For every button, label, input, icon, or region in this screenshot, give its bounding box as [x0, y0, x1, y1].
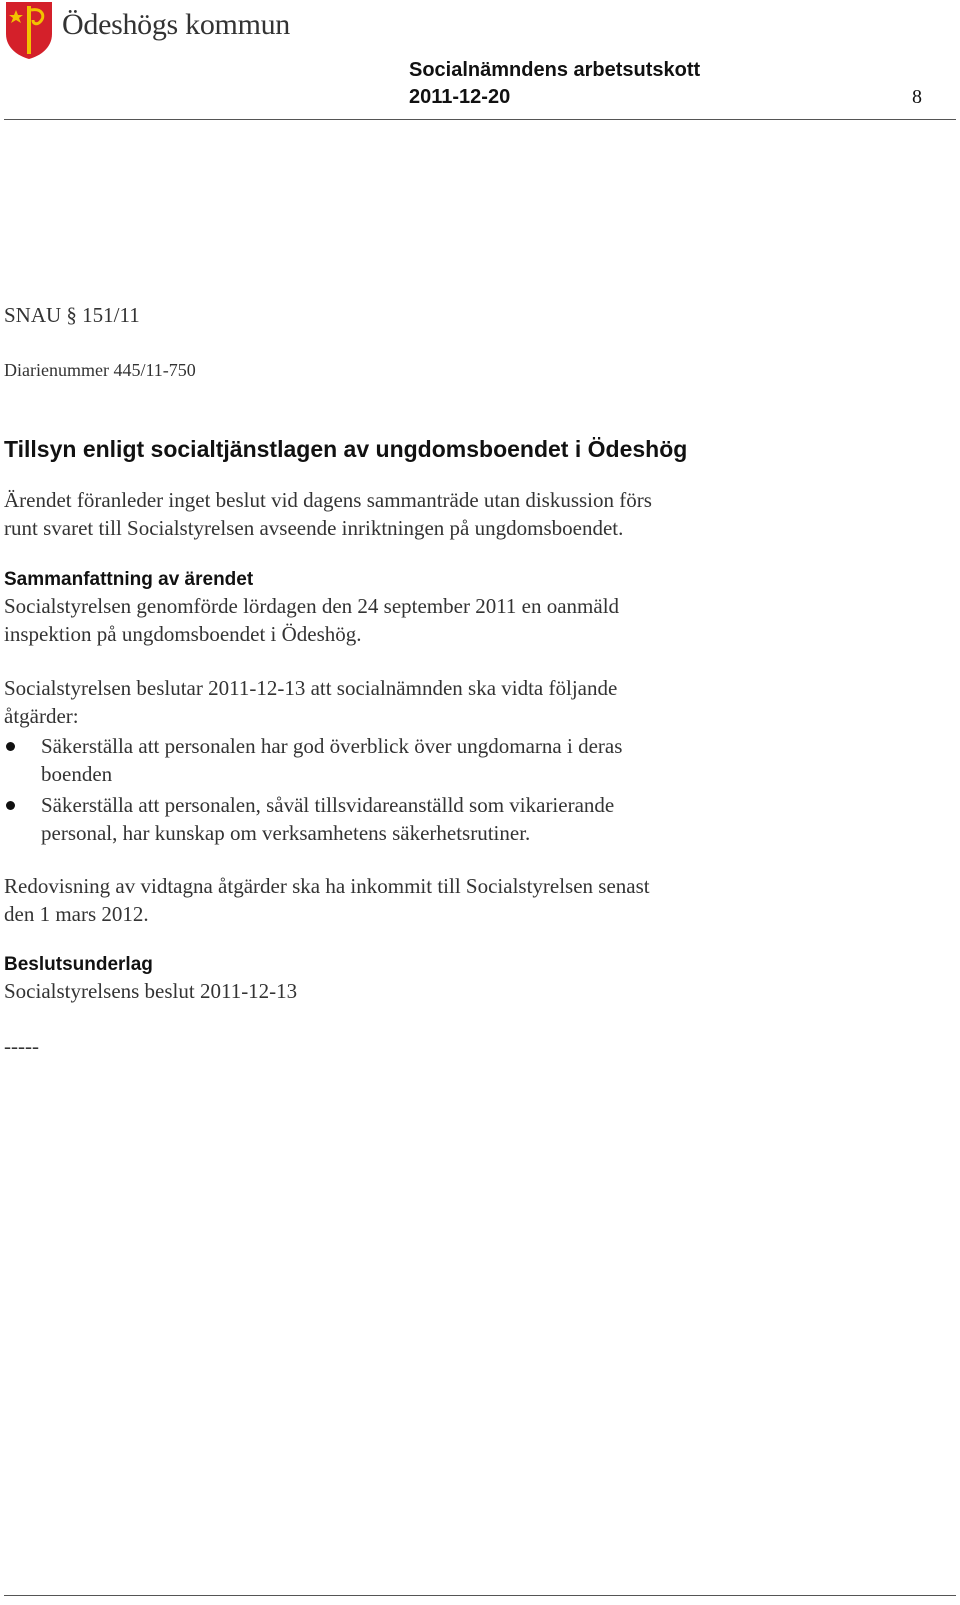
case-title: Tillsyn enligt socialtjänstlagen av ungdomsboendet i Ödeshög — [4, 436, 688, 462]
header-divider — [4, 119, 956, 120]
list-item-line: personal, har kunskap om verksamhetens säkerhetsrutiner. — [41, 821, 531, 845]
list-item — [4, 791, 764, 847]
diary-number: Diarienummer 445/11-750 — [4, 360, 196, 380]
summary-heading: Sammanfattning av ärendet — [4, 569, 254, 590]
footer-divider — [4, 1595, 956, 1596]
decision-paragraph — [4, 674, 764, 730]
section-separator: ----- — [4, 1034, 39, 1058]
meeting-date: 2011-12-20 — [409, 86, 511, 108]
bullet-icon — [6, 801, 15, 810]
summary-paragraph — [4, 592, 764, 648]
summary-line: Socialstyrelsen genomförde lördagen den 24 september 2011 en oanmäld — [4, 594, 620, 618]
intro-line: runt svaret till Socialstyrelsen avseende inriktningen på ungdomsboendet. — [4, 516, 624, 540]
page-number: 8 — [912, 86, 922, 108]
basis-heading: Beslutsunderlag — [4, 954, 153, 975]
report-line: Redovisning av vidtagna åtgärder ska ha inkommit till Socialstyrelsen senast — [4, 874, 650, 898]
case-reference: SNAU § 151/11 — [4, 303, 140, 327]
list-item-line: Säkerställa att personalen har god överblick över ungdomarna i deras — [41, 734, 623, 758]
decision-line: åtgärder: — [4, 704, 79, 728]
municipality-logo — [4, 0, 54, 60]
report-line: den 1 mars 2012. — [4, 902, 149, 926]
basis-text: Socialstyrelsens beslut 2011-12-13 — [4, 979, 298, 1003]
measures-list — [4, 732, 764, 850]
decision-line: Socialstyrelsen beslutar 2011-12-13 att socialnämnden ska vidta följande — [4, 676, 618, 700]
intro-line: Ärendet föranleder inget beslut vid dagens sammanträde utan diskussion förs — [4, 488, 652, 512]
committee-name: Socialnämndens arbetsutskott — [409, 59, 701, 81]
intro-paragraph — [4, 486, 764, 542]
list-item — [4, 732, 764, 788]
summary-line: inspektion på ungdomsboendet i Ödeshög. — [4, 622, 362, 646]
org-name: Ödeshögs kommun — [62, 8, 291, 41]
bullet-icon — [6, 742, 15, 751]
list-item-line: Säkerställa att personalen, såväl tillsvidareanställd som vikarierande — [41, 793, 615, 817]
report-paragraph — [4, 872, 764, 928]
list-item-line: boenden — [41, 762, 113, 786]
